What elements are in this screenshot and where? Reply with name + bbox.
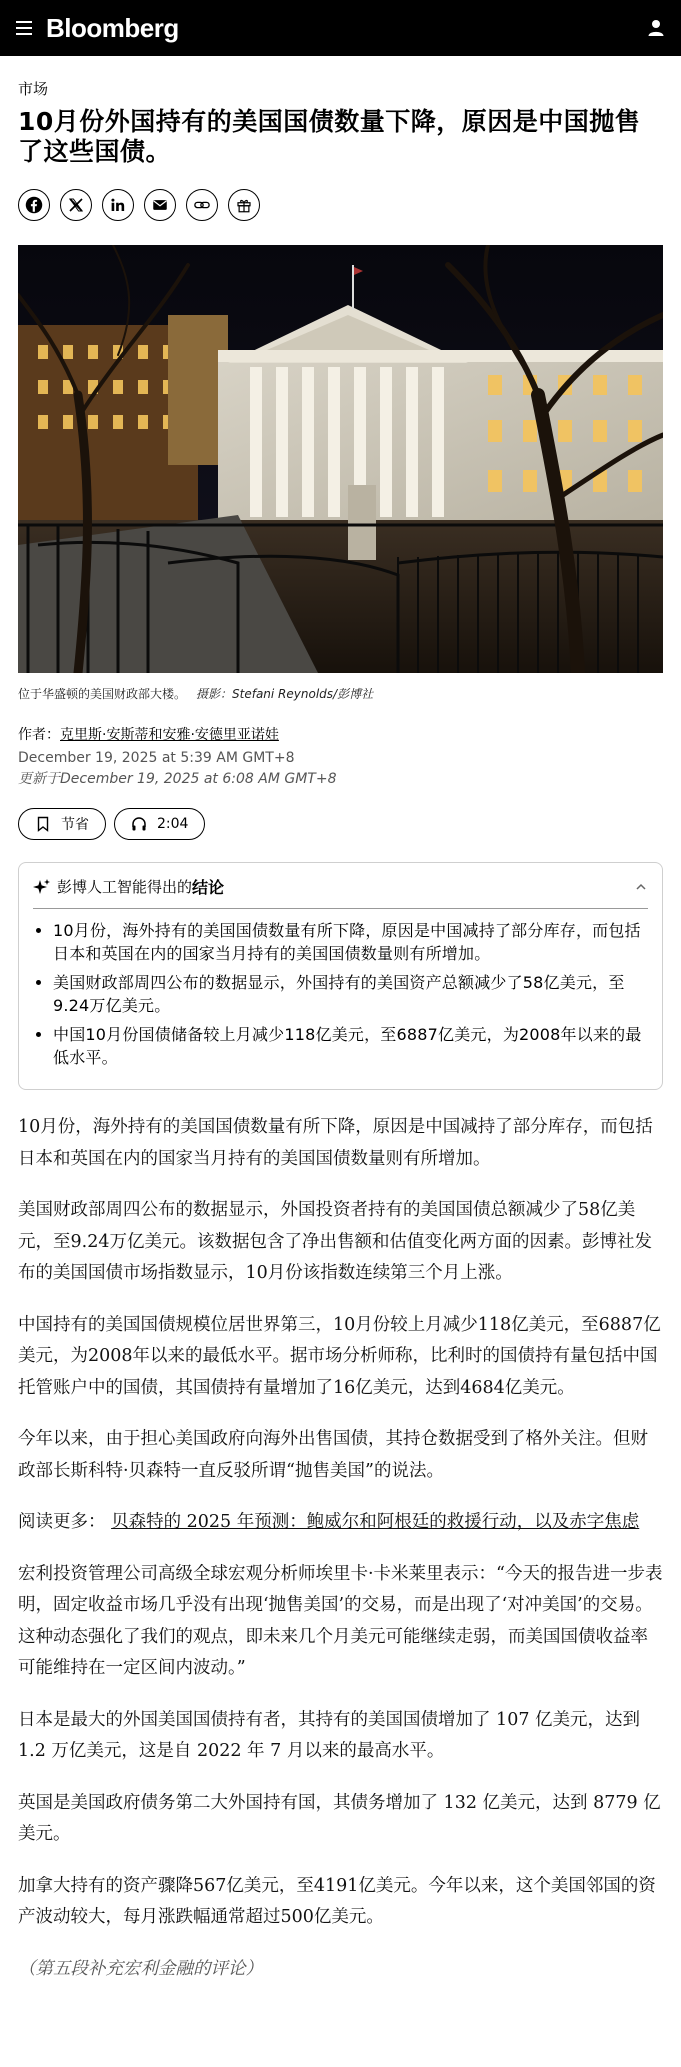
ai-summary-label: 彭博人工智能得出的 [57,878,193,896]
sparkle-icon [33,878,51,896]
editor-note: （第五段补充宏利金融的评论） [18,1958,263,1979]
bloomberg-logo[interactable]: Bloomberg [46,12,179,43]
read-more-link[interactable]: 贝森特的 2025 年预测：鲍威尔和阿根廷的救援行动，以及赤字焦虑 [111,1512,640,1532]
gift-article-button[interactable] [228,189,260,221]
ai-summary-item: • 美国财政部周四公布的数据显示，外国持有的美国资产总额减少了58亿美元，至9.24万亿美元。 [53,971,648,1017]
listen-audio-button[interactable] [114,808,205,840]
gift-icon [235,196,253,214]
save-label: 节省 [61,817,89,833]
share-toolbar [18,189,663,221]
read-more-paragraph [18,1507,663,1539]
ai-summary-label-strong: 结论 [192,878,225,897]
body-paragraph: 中国持有的美国国债规模位居世界第三，10月份较上月减少118亿美元，至6887亿美元，为2008年以来的最低水平。据市场分析师称，比利时的国债持有量包括中国托管账户中的国债，其国债持有量增加了16亿美元，达到4684亿美元。 [18,1314,661,1398]
ai-summary-list [33,919,648,1069]
article-actions [18,808,663,840]
byline [18,724,663,744]
linkedin-share-button[interactable] [102,189,134,221]
bookmark-icon [35,816,51,832]
save-article-button[interactable] [18,808,106,840]
top-navigation-bar [0,0,681,56]
article-container [0,78,681,1985]
user-account-icon[interactable] [647,19,665,37]
x-icon [67,196,85,214]
updated-date: 更新于December 19, 2025 at 6:08 AM GMT+8 [18,771,337,787]
body-paragraph: 今年以来，由于担心美国政府向海外出售国债，其持仓数据受到了格外关注。但财政部长斯科特·贝森特一直反驳所谓“抛售美国”的说法。 [18,1429,648,1481]
ai-summary-panel [18,862,663,1090]
read-more-prefix: 阅读更多： [18,1512,106,1532]
body-paragraph: 宏利投资管理公司高级全球宏观分析师埃里卡·卡米莱里表示：“今天的报告进一步表明，固定收益市场几乎没有出现‘抛售美国’的交易，而是出现了‘对冲美国’的交易。这种动态强化了我们的观点，即未来几个月美元可能继续走弱，而美国国债收益率可能维持在一定区间内波动。” [18,1563,663,1678]
headphones-icon [131,816,147,832]
section-label[interactable]: 市场 [18,80,49,98]
body-paragraph: 10月份，海外持有的美国国债数量有所下降，原因是中国减持了部分库存，而包括日本和英国在内的国家当月持有的美国国债数量则有所增加。 [18,1117,653,1169]
chevron-up-icon[interactable] [634,880,648,894]
copy-link-button[interactable] [186,189,218,221]
audio-duration: 2:04 [157,816,189,832]
treasury-building-photo [18,245,663,673]
caption-text: 位于华盛顿的美国财政部大楼。 [18,687,187,701]
link-icon [193,196,211,214]
email-share-button[interactable] [144,189,176,221]
x-share-button[interactable] [60,189,92,221]
ai-summary-item: • 10月份，海外持有的美国国债数量有所下降，原因是中国减持了部分库存，而包括日本和英国在内的国家当月持有的美国国债数量则有所增加。 [53,919,648,965]
body-paragraph: 美国财政部周四公布的数据显示，外国投资者持有的美国国债总额减少了58亿美元，至9.24万亿美元。该数据包含了净出售额和估值变化两方面的因素。彭博社发布的美国国债市场指数显示，10月份该指数连续第三个月上涨。 [18,1200,652,1283]
facebook-share-button[interactable] [18,189,50,221]
body-paragraph: 英国是美国政府债务第二大外国持有国，其债务增加了 132 亿美元，达到 8779 亿美元。 [18,1792,661,1844]
byline-prefix: 作者： [18,727,60,743]
ai-summary-header[interactable] [33,875,648,909]
author-links[interactable]: 克里斯·安斯蒂和安雅·安德里亚诺娃 [60,727,279,743]
body-paragraph: 加拿大持有的资产骤降567亿美元，至4191亿美元。今年以来，这个美国邻国的资产波动较大，每月涨跌幅通常超过500亿美元。 [18,1875,656,1927]
published-date: December 19, 2025 at 5:39 AM GMT+8 [18,750,295,766]
envelope-icon [151,196,169,214]
article-body [18,1112,663,1985]
facebook-icon [25,196,43,214]
ai-summary-item: • 中国10月份国债储备较上月减少118亿美元，至6887亿美元，为2008年以来的最低水平。 [53,1023,648,1069]
image-caption [18,685,663,702]
linkedin-icon [109,196,127,214]
article-headline: 10月份外国持有的美国国债数量下降，原因是中国抛售了这些国债。 [18,107,641,166]
photo-credit: 摄影：Stefani Reynolds/彭博社 [196,687,374,701]
body-paragraph: 日本是最大的外国美国国债持有者，其持有的美国国债增加了 107 亿美元，达到 1.2 万亿美元，这是自 2022 年 7 月以来的最高水平。 [18,1709,641,1761]
hamburger-menu-icon[interactable] [16,21,32,35]
